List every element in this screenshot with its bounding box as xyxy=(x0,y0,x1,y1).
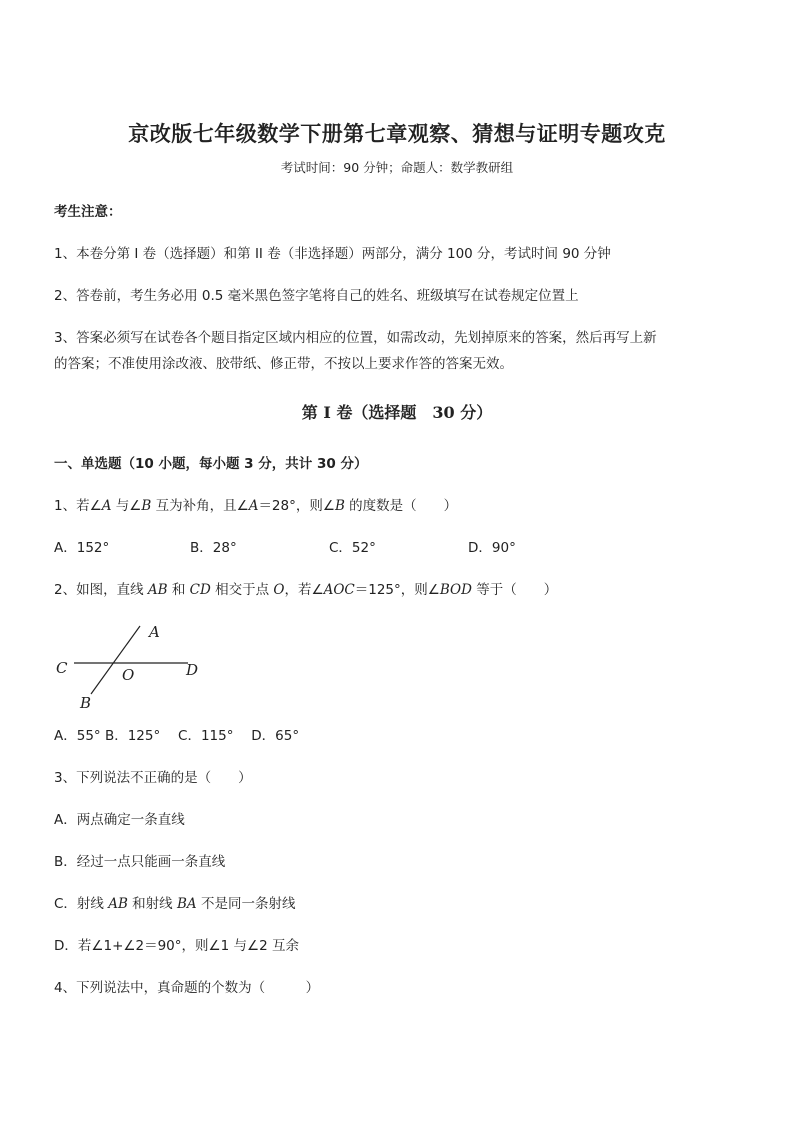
q1-angle-b: B xyxy=(334,498,345,514)
q1-text: 1、若∠ xyxy=(54,498,102,514)
question-2-choices[interactable]: A．55° B．125° C．115° D．65° xyxy=(54,728,300,744)
ray-ba: BA xyxy=(176,896,197,912)
q2-text: 2、如图，直线 xyxy=(54,582,148,598)
q2-line-cd: CD xyxy=(189,582,211,598)
label-c: C xyxy=(56,659,68,677)
choice-c[interactable] xyxy=(54,892,295,912)
choice-d[interactable]: D．若∠1+∠2＝90°，则∠1 与∠2 互余 xyxy=(54,938,299,954)
intersecting-lines-figure xyxy=(48,620,218,716)
note-item: 2、答卷前，考生务必用 0.5 毫米黑色签字笔将自己的姓名、班级填写在试卷规定位置上 xyxy=(54,288,579,304)
note-item: 的答案；不准使用涂改液、胶带纸、修正带，不按以上要求作答的答案无效。 xyxy=(54,356,513,372)
note-item: 3、答案必须写在试卷各个题目指定区域内相应的位置，如需改动，先划掉原来的答案，然后再写上新 xyxy=(54,330,657,346)
q1-text: 互为补角，且∠ xyxy=(151,498,249,514)
label-d: D xyxy=(186,661,199,679)
choice-a[interactable]: A．两点确定一条直线 xyxy=(54,812,185,828)
q2-text: ＝125°，则∠ xyxy=(354,582,440,598)
label-b: B xyxy=(80,694,92,712)
q2-text: 相交于点 xyxy=(210,582,274,598)
question-2-stem xyxy=(54,578,557,598)
q1-text: 与∠ xyxy=(111,498,142,514)
choice-a[interactable]: A．152° xyxy=(54,540,110,556)
part-title: 一、单选题（10 小题，每小题 3 分，共计 30 分） xyxy=(54,456,368,472)
q1-text: 的度数是（ ） xyxy=(344,498,458,514)
label-a: A xyxy=(149,623,160,641)
choice-c-text: 和射线 xyxy=(127,896,177,912)
choice-b[interactable]: B．经过一点只能画一条直线 xyxy=(54,854,226,870)
ray-ab: AB xyxy=(108,896,128,912)
exam-title: 京改版七年级数学下册第七章观察、猜想与证明专题攻克 xyxy=(128,121,666,146)
q2-angle-bod: BOD xyxy=(439,582,472,598)
choice-c-text: 不是同一条射线 xyxy=(196,896,296,912)
question-4-stem: 4、下列说法中，真命题的个数为（ ） xyxy=(54,980,320,996)
q1-angle-a: A xyxy=(101,498,112,514)
choice-c[interactable]: C．52° xyxy=(329,540,376,556)
q2-text: 和 xyxy=(167,582,190,598)
q1-text: ＝28°，则∠ xyxy=(258,498,335,514)
q1-angle-b: B xyxy=(141,498,152,514)
q2-text: ，若∠ xyxy=(284,582,324,598)
choice-c-text: C．射线 xyxy=(54,896,109,912)
notes-heading: 考生注意： xyxy=(54,204,122,220)
question-1-choices xyxy=(54,536,754,556)
q2-line-ab: AB xyxy=(147,582,168,598)
section-title: 第 I 卷（选择题 30 分） xyxy=(301,403,493,422)
note-item: 1、本卷分第 I 卷（选择题）和第 II 卷（非选择题）两部分，满分 100 分，考试时间 90 分钟 xyxy=(54,246,611,262)
q1-angle-a: A xyxy=(248,498,259,514)
exam-subtitle: 考试时间：90 分钟；命题人：数学教研组 xyxy=(280,160,514,175)
choice-b[interactable]: B．28° xyxy=(190,540,237,556)
question-3-stem: 3、下列说法不正确的是（ ） xyxy=(54,770,252,786)
q2-text: 等于（ ） xyxy=(471,582,558,598)
question-1-stem xyxy=(54,494,457,514)
q2-angle-aoc: AOC xyxy=(323,582,355,598)
label-o: O xyxy=(122,666,135,684)
choice-d[interactable]: D．90° xyxy=(468,540,516,556)
q2-point-o: O xyxy=(273,582,285,598)
